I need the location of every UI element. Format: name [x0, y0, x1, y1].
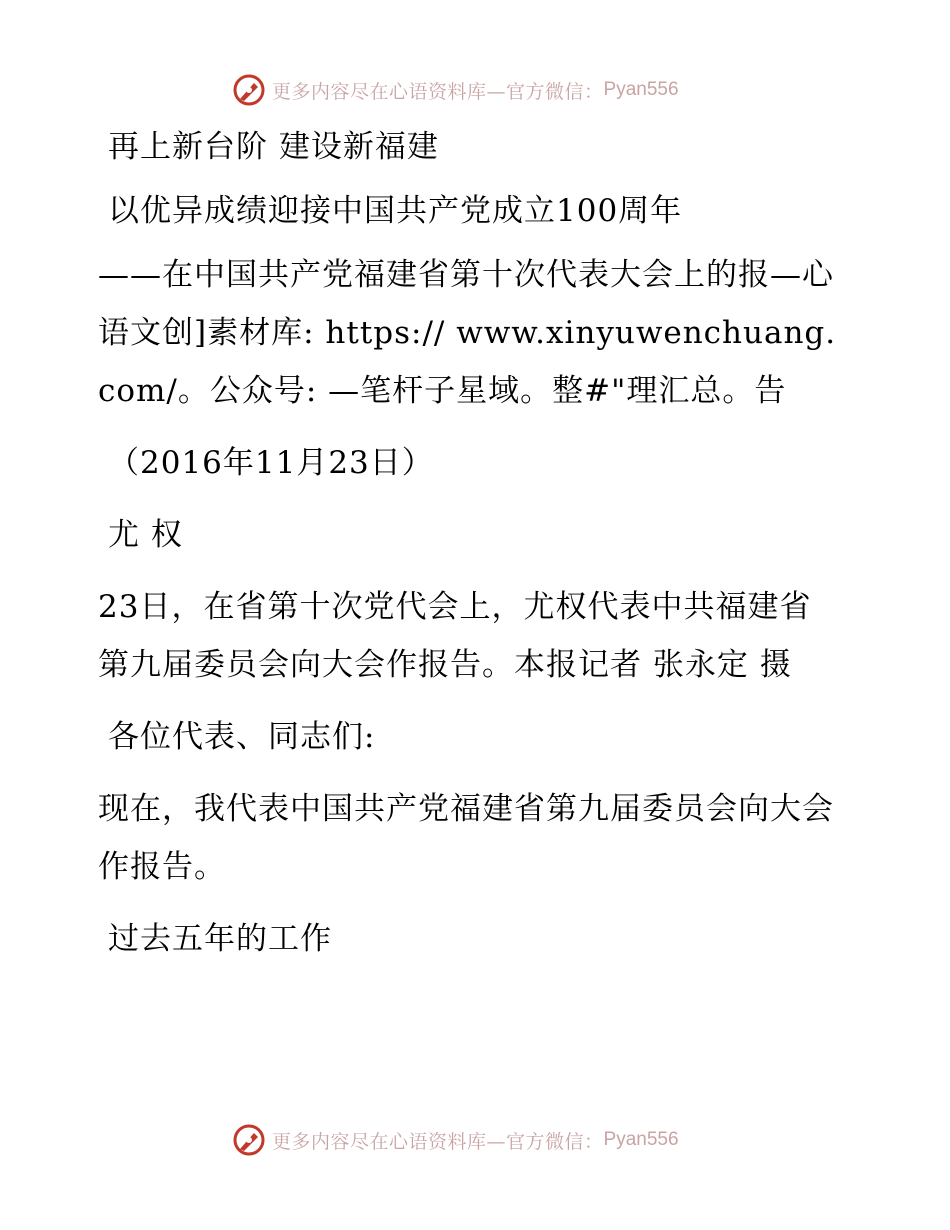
header-banner-text: 更多内容尽在心语资料库—官方微信： [272, 80, 604, 103]
report-date: （2016年11月23日） [108, 445, 434, 481]
author-name: 尤 权 [108, 517, 183, 553]
document-title: 再上新台阶 建设新福建 [108, 129, 439, 165]
document-body [98, 118, 843, 982]
footer-banner-wechat-id: Pyan556 [603, 1129, 679, 1150]
report-heading: ——在中国共产党福建省第十次代表大会上的报—心语文创]素材库: https:// www.xinyuwenchuang.com/。公众号: —笔杆子星域。整#"理汇总。告 [98, 257, 837, 409]
section-heading: 过去五年的工作 [108, 921, 332, 957]
salutation: 各位代表、同志们: [108, 719, 376, 755]
pen-logo-icon [232, 73, 266, 107]
photo-caption: 23日，在省第十次党代会上，尤权代表中共福建省第九届委员会向大会作报告。本报记者 张永定 摄 [98, 589, 812, 683]
header-banner-wechat-id: Pyan556 [603, 79, 679, 100]
pen-logo-icon [232, 1123, 266, 1157]
header-banner [232, 72, 679, 108]
footer-banner [232, 1122, 679, 1158]
intro-paragraph: 现在，我代表中国共产党福建省第九届委员会向大会作报告。 [98, 791, 834, 885]
footer-banner-text: 更多内容尽在心语资料库—官方微信： [272, 1130, 604, 1153]
document-subtitle: 以优异成绩迎接中国共产党成立100周年 [108, 193, 683, 229]
